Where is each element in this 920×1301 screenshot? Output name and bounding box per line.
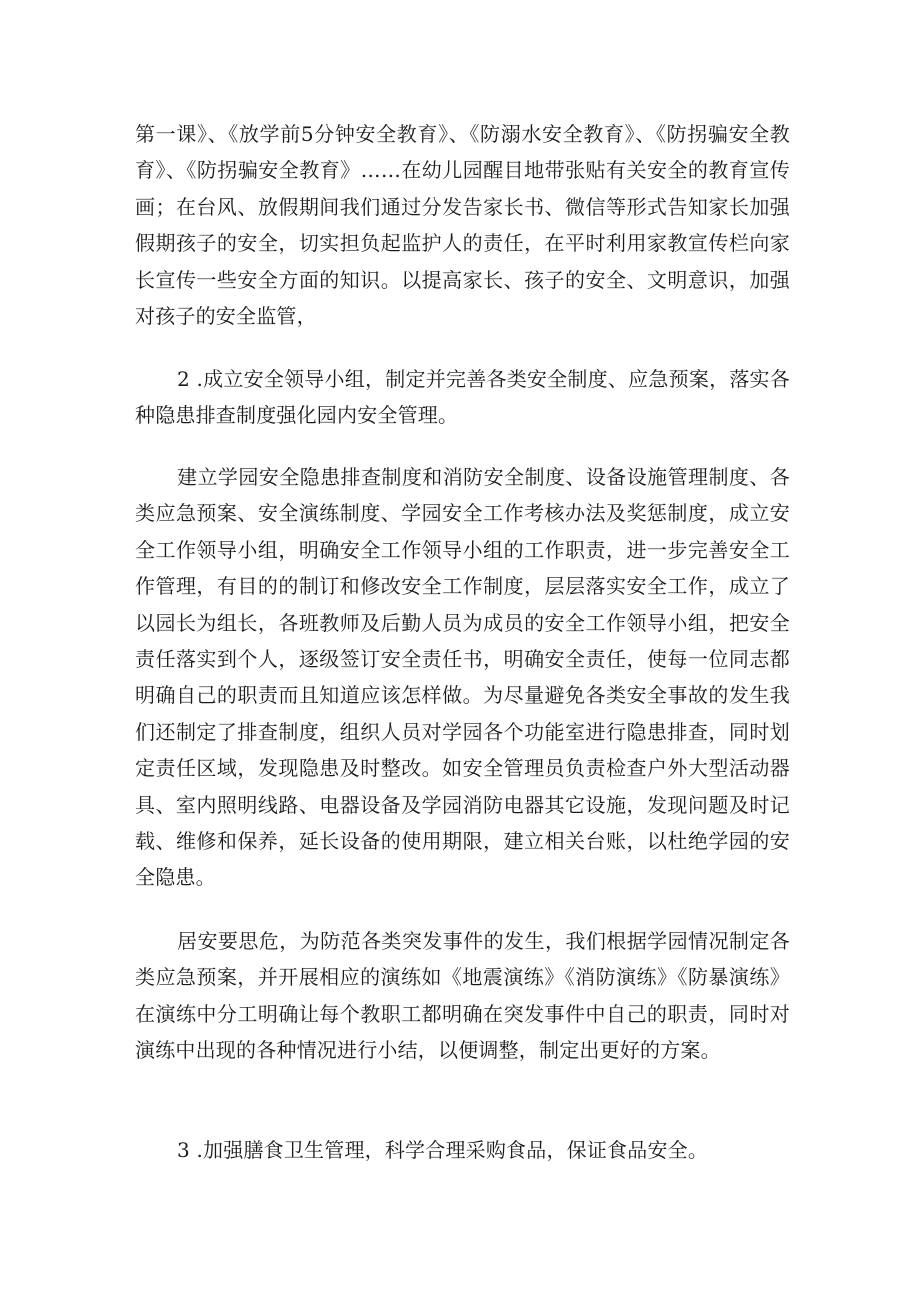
section-heading-safety-leadership-group: 2 .成立安全领导小组，制定并完善各类安全制度、应急预案，落实各种隐患排查制度强化园内安全管理。 (135, 367, 790, 428)
body-paragraph-hazard-inspection-system: 建立学园安全隐患排查制度和消防安全制度、设备设施管理制度、各类应急预案、安全演练制度、学园安全工作考核办法及奖惩制度，成立安全工作领导小组，明确安全工作领导小组的工作职责，进一步完善安全工作管理，有目的的制订和修改安全工作制度，层层落实安全工作，成立了以园长为组长，各班教师及后勤人员为成员的安全工作领导小组，把安全责任落实到个人，逐级签订安全责任书，明确安全责任，使每一位同志都明确自己的职责而且知道应该怎样做。为尽量避免各类安全事故的发生我们还制定了排查制度，组织人员对学园各个功能室进行隐患排查，同时划定责任区域，发现隐患及时整改。如安全管理员负责检查户外大型活动器具、室内照明线路、电器设备及学园消防电器其它设施，发现问题及时记载、维修和保养，延长设备的使用期限，建立相关台账，以杜绝学园的安全隐患。 (135, 465, 790, 890)
section-heading-food-hygiene: 3 .加强膳食卫生管理，科学合理采购食品，保证食品安全。 (177, 1138, 709, 1162)
body-paragraph-safety-education: 第一课》、《放学前5分钟安全教育》、《防溺水安全教育》、《防拐骗安全教育》、《防拐骗安全教育》……在幼儿园醒目地带张贴有关安全的教育宣传画；在台风、放假期间我们通过分发告家长书、微信等形式告知家长加强假期孩子的安全，切实担负起监护人的责任，在平时利用家教宣传栏向家长宣传一些安全方面的知识。以提高家长、孩子的安全、文明意识，加强对孩子的安全监管， (135, 122, 790, 329)
body-paragraph-emergency-drills: 居安要思危，为防范各类突发事件的发生，我们根据学园情况制定各类应急预案，并开展相应的演练如《地震演练》《消防演练》《防暴演练》在演练中分工明确让每个教职工都明确在突发事件中自己的职责，同时对演练中出现的各种情况进行小结，以便调整，制定出更好的方案。 (135, 929, 790, 1063)
